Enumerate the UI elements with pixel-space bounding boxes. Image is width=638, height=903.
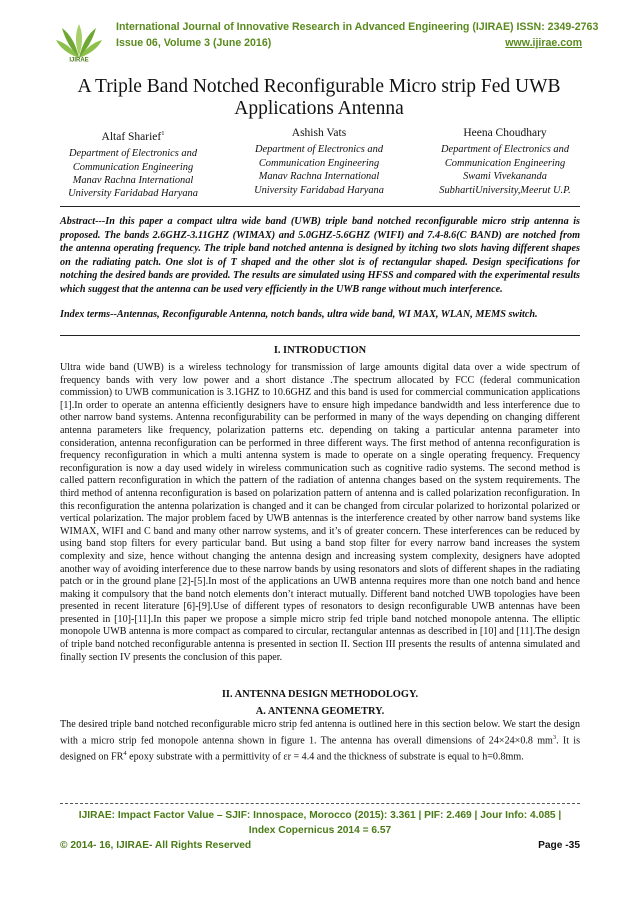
author-affiliation-line: Manav Rachna International [72, 175, 194, 187]
section-heading: I. INTRODUCTION [273, 345, 367, 356]
author-1 [40, 127, 226, 201]
section-body: Ultra wide band (UWB) is a wireless technology for transmission of large amounts digital data over a wide spectrum of frequency bands with very low power and a short distance .The spectrum allocated by FCC (federal communication commission) to UWB communication is 3.1GHZ to 10.6GHZ and this band is used for commercial communication applications [1].In order to operate an antenna efficiently designers have to ensure high impedance bandwidth and less interference due to other narrow band systems. Antenna reconfigurability can be performed in many of the ways depending on changing different antenna parameters like frequency, polarization patterns etc. depending on taking a particular antenna parameter into consideration, antenna reconfiguration can be performed in three different ways. The first method of antenna reconfiguration is frequency reconfiguration in which a multi antenna system is made to operate on a single operating frequency. Frequency reconfiguration is now a day used widely in wireless communication such as cognitive radio systems. The second method is called pattern reconfiguration in which the pattern of the radiation of antenna changes based on the system requirements. The third method of antenna reconfiguration is based on polarization pattern of antenna and is called polarization reconfiguration. In this reconfiguration the antenna polarization is changed and it can be changed from circular polarized to horizontal polarized or vertical polarization. The major problem faced by UWB antennas is the interference created by other narrow band systems like WIMAX, WIFI and C band and many other narrow systems, and it’s of greater concern. These interferences can be reduced by using band stop filters for every particular band. But using a band stop filter for every narrow band increases the system complexity and size, hence without changing the antenna design and increasing system complexity, designers have adopted another way of avoiding interference due to these narrow bands by using resonators and slots of different shapes in the radiating patch or in the ground plane [2]-[5].In most of the applications an UWB antenna requires more than one notch band and hence making it compulsory that the band notch elements don’t interact mutually. Different band notched UWB topologies have been presented in recent literature [6]-[9].Use of different types of resonators to design reconfigurable UWB antennas have been presented in [10]-[11].In this paper we propose a simple micro strip fed triple band notched monopole antenna. The elliptic monopole UWB antenna is more compact as compared to circular, rectangular antennas as described in [10] and [11].The design of triple band notched reconfigurable antenna is presented in section II. Section III presents the results of antenna simulated and finally section IV presents the conclusion of this paper. [60, 362, 580, 663]
author-affiliation-line: Swami Vivekananda [463, 171, 547, 183]
abstract: Abstract---In this paper a compact ultra wide band (UWB) triple band notched reconfigurable micro strip antenna is proposed. The bands 2.6GHZ-3.11GHZ (WIMAX) and 5.0GHZ-5.6GHZ (WIFI) and 7.4-8.6(C BAND) are notched from the antenna operating frequency. The triple band notched antenna is designed by itching two slots having different shapes on the radiating patch. One slot is of T shaped and the other slot is of rectangular shaped. Design specifications for notching the desired bands are provided. The results are simulated using HFSS and compared with the experimental results which suggest that the antenna can be used very efficiently in the UWB range without much interference. [60, 216, 580, 295]
author-name: Ashish Vats [291, 127, 347, 139]
section-heading: II. ANTENNA DESIGN METHODOLOGY. [221, 689, 419, 700]
author-affiliation-line: SubhartiUniversity,Meerut U.P. [439, 184, 571, 196]
footer-impact-factors: IJIRAE: Impact Factor Value – SJIF: Innospace, Morocco (2015): 3.361 | PIF: 2.469 | Jour Info: 4.085 | Index Copernicus 2014 = 6.57 [78, 810, 562, 836]
footer-copyright: © 2014- 16, IJIRAE- All Rights Reserved [60, 840, 252, 851]
section-body: The desired triple band notched reconfigurable micro strip fed antenna is outlined here in this section below. We start the design with a micro strip fed monopole antenna shown in figure 1. The antenna has overall dimensions of 24×24×0.8 $mm^3$. It is designed on $FR^4$ epoxy substrate with a permittivity of εr = 4.4 and the thickness of substrate is equal to h=0.8mm. [60, 719, 580, 762]
ijirae-logo-icon [54, 20, 104, 62]
divider [60, 206, 580, 207]
paper-title: A Triple Band Notched Reconfigurable Micro strip Fed UWB Applications Antenna [77, 76, 561, 119]
author-affiliation-line: University Faridabad Haryana [68, 188, 198, 200]
author-affiliation-line: Manav Rachna International [258, 171, 380, 183]
author-affiliation-line: Department of Electronics and [254, 144, 384, 156]
author-3 [412, 127, 598, 197]
index-terms: Index terms--Antennas, Reconfigurable Antenna, notch bands, ultra wide band, WI MAX, WLAN, MEMS switch. [60, 309, 538, 320]
author-affiliation-line: Communication Engineering [444, 157, 566, 169]
author-affiliation-line: University Faridabad Haryana [254, 184, 384, 196]
page-number: Page -35 [538, 840, 580, 851]
divider [60, 335, 580, 336]
author-affiliation-line: Communication Engineering [258, 157, 380, 169]
author-2 [226, 127, 412, 197]
journal-url-link[interactable]: www.ijirae.com [505, 37, 582, 49]
author-name: Altaf Sharief$^1$ [101, 130, 165, 143]
author-name: Heena Choudhary [463, 127, 547, 139]
footer-divider [60, 803, 580, 804]
author-affiliation-line: Department of Electronics and [68, 148, 198, 160]
svg-text:IJIRAE: IJIRAE [69, 57, 89, 62]
subsection-heading: A. ANTENNA GEOMETRY. [255, 706, 385, 717]
issue-info: Issue 06, Volume 3 (June 2016) [116, 37, 272, 49]
journal-title: International Journal of Innovative Research in Advanced Engineering (IJIRAE) ISSN: 2349-2763 [116, 21, 599, 33]
author-affiliation-line: Department of Electronics and [440, 144, 570, 156]
author-affiliation-line: Communication Engineering [72, 161, 194, 173]
